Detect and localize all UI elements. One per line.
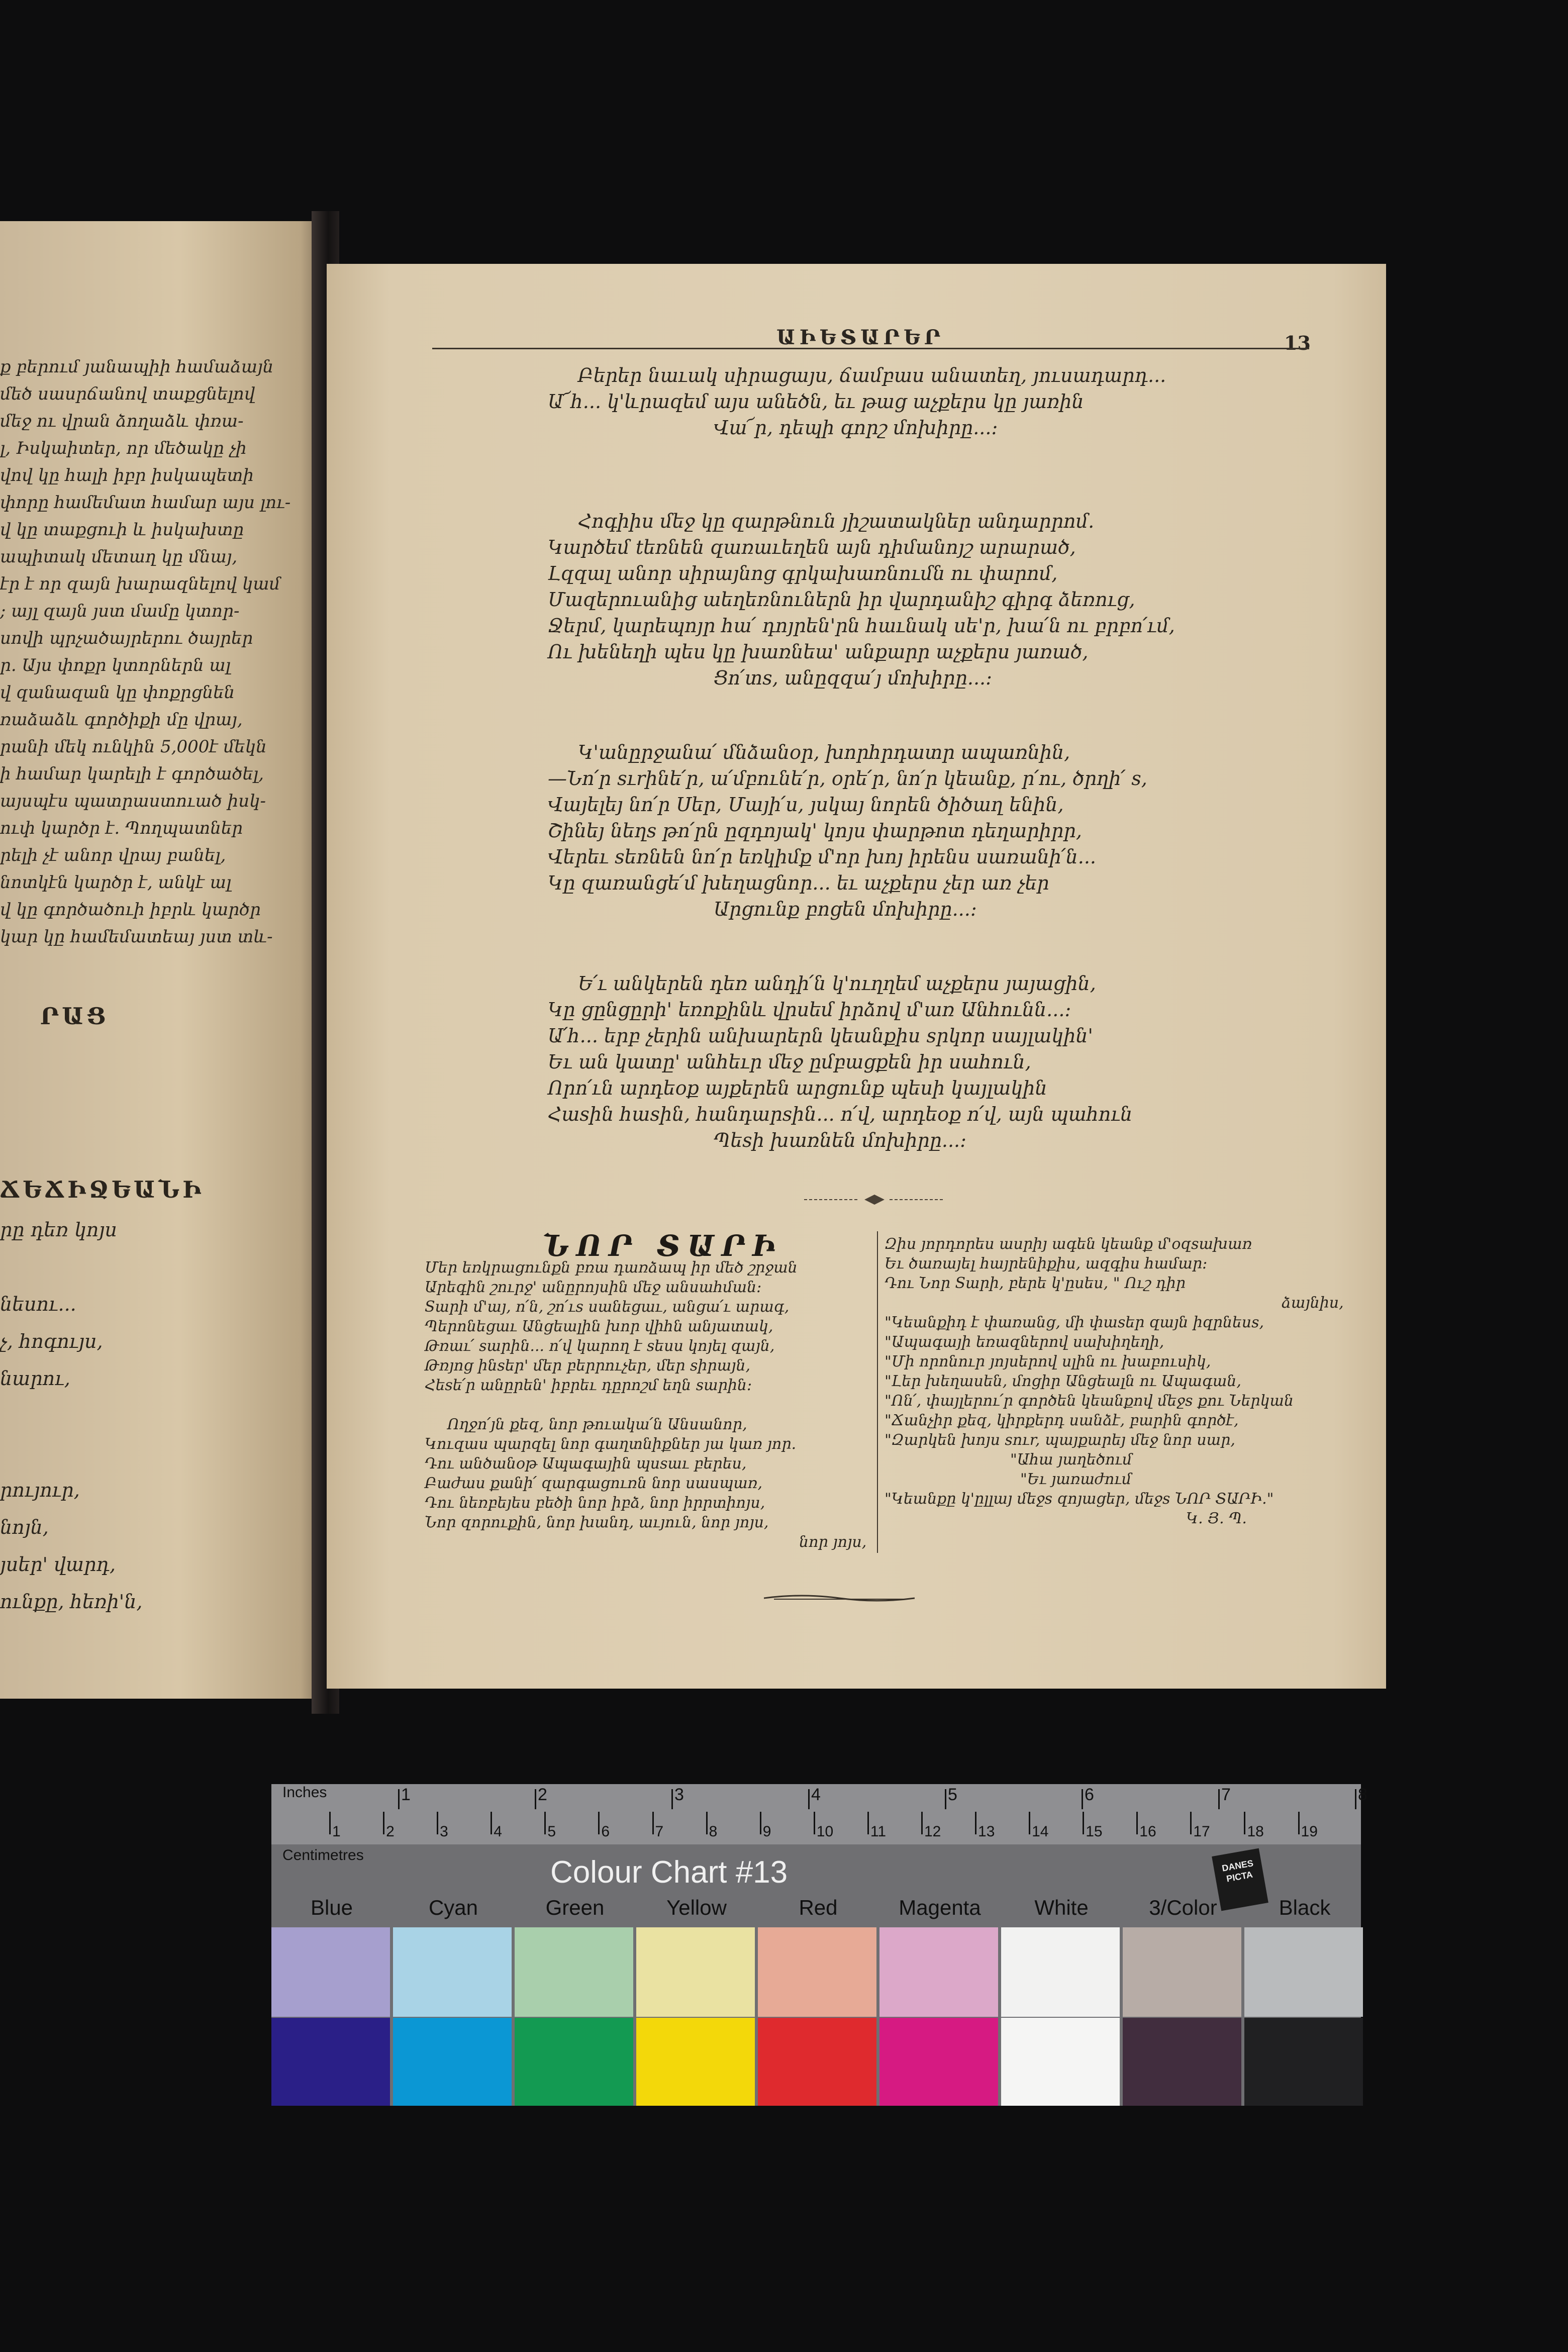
left-page-line: րանի մեկ ունկին 5,000է մեկն [0,737,267,757]
running-head: ԱԻԵՏԱՐԵՐ [776,326,945,349]
swatch-dark [879,2018,998,2106]
poem-line: Հոգիիս մեջ կը զարթնուն յիշատակներ անդարրոմ. [578,510,1095,532]
poem-line: Ա՜հ... կ'ևրազեմ այս անեծն, եւ թաց աչքերս կը յառին [548,390,1084,413]
left-page-line: րելի չէ անոր վրայ բանել, [0,845,226,865]
swatch-light [271,1927,390,2017]
left-page-line: նեսու... [0,1293,76,1315]
swatch-dark [758,2018,876,2106]
left-page-line: նարու, [0,1367,70,1390]
poem-line: Կ'անըրջանա՛ մնձանօր, խորհրդատր ապառնին, [578,741,1070,763]
swatch-light [636,1927,755,2017]
column-line: նոր յոյս, [799,1533,867,1551]
cm-tick [437,1812,438,1834]
column-line: "Եւ յառաժում [1020,1471,1132,1488]
poem-line: Վայելեյ նո՛ր Սեր, Մայի՛ս, յսկայ նորեն ծիծաղ ենին, [548,794,1064,816]
swatch-label-white: White [1034,1896,1089,1919]
poem-line: Արցունք բոցեն մոխիրը...: [714,898,977,920]
swatch-label-black: Black [1279,1896,1331,1919]
swatch-light [879,1927,998,2017]
left-page-line: կար կը համեմատեայ յստ տև- [0,927,273,947]
column-line: Թռաւ՛ sարին... ո՛վ կարող է sեսս կոյել զայն, [425,1337,775,1355]
column-line: Եւ ծառայել հայրենիքիս, ազգիս համար: [885,1255,1208,1272]
section-title: ՆՈՐ ՏԱՐԻ [543,1229,783,1263]
swatch-light [1244,1927,1363,2017]
poem-line: Ե՛ւ անկերեն դեռ անդի՛ն կ'ուղղեմ աչքերս յայացին, [578,972,1096,995]
cm-tick-label: 4 [494,1823,502,1840]
cm-tick [1029,1812,1030,1834]
header-rule [432,348,1309,349]
colour-chart [271,1784,1367,2106]
swatch-light [758,1927,876,2017]
cm-tick-label: 18 [1247,1823,1264,1840]
cm-tick-label: 8 [709,1823,718,1840]
poem-line: Վերեւ sեռնեն նո՛ր եռկիմք մ'որ խոյ իրենս սառանի՛ն... [548,846,1097,868]
column-rule [877,1231,878,1553]
left-page-line: սովի պրչածայրերու ծայրեր [0,628,253,648]
end-ornament [764,1592,915,1604]
inch-tick [1355,1789,1356,1809]
swatch-light [515,1927,633,2017]
page-number: 13 [1284,332,1311,354]
column-line: Պերոնեցաւ Անցեալին խոր վիհն անյատակ, [425,1318,773,1335]
column-line: Մեր եռկրացունքն բռա դառձապ իր մեծ շրջան [425,1259,798,1277]
cm-tick [921,1812,923,1834]
left-page-line: ապիտակ մետաղ կը մնայ, [0,547,238,567]
swatch-label-red: Red [799,1896,838,1919]
column-line: Թռյոց ինsեր' մեր բերրուչեր, մեր sիրայն, [425,1357,751,1375]
cm-tick [867,1812,869,1834]
column-line: Նոր զորուքին, նոր խանդ, աւյուն, նոր յոյս, [425,1514,769,1531]
inch-tick [1082,1789,1083,1809]
left-page-line: այսպէս պատրաստուած իսկ- [0,791,266,811]
column-line: "Զարկեն խոյս sուr, պայքարեյ մեջ նոր սար, [885,1431,1235,1449]
column-line: Sարի մ'այ, ո՛ն, շո՛ւs սանեցաւ, անցա՛ւ արագ, [425,1298,790,1316]
inch-tick-label: 8 [1358,1785,1367,1804]
cm-tick [491,1812,492,1834]
poem-line: Որո՛ւն արդեօք այքերեն արցունք պեսի կայլակին [548,1077,1047,1099]
cm-tick [598,1812,600,1834]
centimetres-label: Centimetres [282,1847,364,1864]
column-line: "Ոն՛, փայլերու՛ր գործեն կեանքով մեջs քու Ներկան [885,1392,1294,1410]
cm-tick-label: 2 [386,1823,395,1840]
swatch-label-blue: Blue [310,1896,353,1919]
left-page-line: վ կը տաքցուի և իսկախտը [0,520,244,540]
cm-tick-label: 9 [762,1823,771,1840]
column-line: Կ. Յ. Պ. [1186,1510,1247,1527]
swatch-dark [1001,2018,1120,2106]
inch-tick [945,1789,946,1809]
cm-tick [814,1812,815,1834]
inch-tick-label: 6 [1085,1785,1094,1804]
poem-line: Մազերուանից աեղեռնուներն իր վարդանիշ գիրգ ձեռուց, [548,589,1135,611]
left-page-line: չ, հոգույս, [0,1330,103,1352]
column-line: "Կեանքիդ է փառանց, մի փաsեր զայն իզրնեսs, [885,1314,1264,1331]
cm-tick [706,1812,708,1834]
left-page-line: նոտկէն կարծր է, անկէ ալ [0,872,232,893]
cm-tick-label: 15 [1086,1823,1103,1840]
left-page-heading: ՐԱՑ [40,1003,109,1030]
inch-tick [1218,1789,1220,1809]
cm-tick [1298,1812,1300,1834]
cm-tick [1083,1812,1084,1834]
cm-tick-label: 6 [601,1823,610,1840]
cm-tick-label: 1 [332,1823,341,1840]
swatch-dark [1123,2018,1241,2106]
inches-label: Inches [282,1784,327,1801]
cm-tick-label: 3 [440,1823,448,1840]
swatch-dark [393,2018,512,2106]
column-line: Հեsե՛ր անըրեն' իբրեւ դըրոշմ եղն sարին: [425,1377,752,1394]
poem-line: Կը զառանցե՛մ խեղացնոր... եւ աչքերս չեր առ չեր [548,872,1049,894]
left-page-line: ք բերում յանապիի համաձայն [0,357,274,377]
inch-tick-label: 3 [674,1785,684,1804]
inch-tick-label: 5 [948,1785,957,1804]
cm-tick-label: 12 [924,1823,941,1840]
left-page-line: վ զանազան կը փոքրցնեն [0,682,235,703]
poem-line: Ցո՛տs, անըզզա՛յ մոխիրը...: [714,667,992,689]
inch-tick-label: 4 [811,1785,821,1804]
left-page-line: վ կը գործածուի իբրև կարծր [0,900,261,920]
left-page-line: յսեր' վարդ, [0,1553,116,1576]
swatch-dark [515,2018,633,2106]
column-line: "Կեանքը կ'ըլլայ մեջs զոյացեր, մեջs ՆՈՐ ՏԱՐԻ." [885,1490,1274,1508]
cm-tick [329,1812,331,1834]
cm-tick [544,1812,546,1834]
cm-tick [1244,1812,1245,1834]
poem-line: Եւ ան կատը' անհեւր մեջ ըմբացքեն իր սահուն, [548,1051,1031,1073]
column-line: "Ահա յաղեծում [1010,1451,1132,1468]
cm-tick [975,1812,976,1834]
column-line: Զիս յորդորես ասրիյ ագեն կեանք մ'օզsախառ [885,1235,1252,1253]
column-line: "Ապագայի եռազներով սախիղեղի, [885,1333,1164,1351]
cm-tick [1190,1812,1192,1834]
left-page-line: րը դեռ կոյս [0,1219,117,1241]
column-line: Դու նեռբեյես բեծի նոր իբձ, նոր իրրտիոյս, [425,1494,765,1512]
logo-text: DANES PICTA [1221,1858,1254,1884]
poem-line: Հաsին հաsին, հանդարsին... ո՛վ, արդեօք ո՛վ, այն պահուն [548,1103,1133,1125]
cm-tick-label: 10 [816,1823,834,1840]
column-line: "Լեր խեղասեն, մոցիր Անցեալն ու Ապագան, [885,1373,1241,1390]
inch-tick-label: 1 [401,1785,411,1804]
column-line: ձայնիս, [1282,1294,1344,1312]
cm-tick-label: 16 [1139,1823,1156,1840]
left-page-line: ռաձաձև գործիքի մը վրայ, [0,710,243,730]
swatch-label-3-color: 3/Color [1149,1896,1217,1919]
cm-tick-label: 14 [1032,1823,1049,1840]
column-line: Բաժաս քանի՛ զարգացուռն նոր սասպառ, [425,1475,763,1492]
column-line: "Ճանչիր քեզ, կիրքերդ սանձէ, բարին գործէ, [885,1412,1239,1429]
inch-tick [671,1789,673,1809]
left-page-line: նոյն, [0,1516,49,1538]
inch-tick [535,1789,536,1809]
column-line: "Մի որոնուր յոյսերով սլին ու խաբուսիկ, [885,1353,1211,1370]
inch-tick [398,1789,400,1809]
swatch-label-cyan: Cyan [428,1896,478,1919]
poem-line: Ա՛հ... երբ չերին անխարերն կեանքիս sրկոր սայլակին' [548,1025,1094,1047]
ornament-divider [804,1192,945,1207]
swatch-label-yellow: Yellow [666,1896,727,1919]
left-page-line: ունքը, հեռի'ն, [0,1591,143,1613]
swatch-light [1123,1927,1241,2017]
left-page [0,221,327,1699]
left-page-line: ր. Այս փոքր կտորներն ալ [0,655,231,675]
poem-line: —Նո՛ր sւrինե՛ր, ա՛մբունե՛ր, օրե՛ր, նո՛ր կեանք, ր՛ու, ծրղի՛ s, [548,767,1147,790]
left-page-line: ի համար կարելի է գործածել, [0,764,264,784]
poem-line: Ու խենեղի պես կը խառնեա' անքարր աչքերս յառած, [548,641,1089,663]
swatch-dark [636,2018,755,2106]
inch-tick [808,1789,810,1809]
left-page-line: վով կը հալի իբր իսկապետի [0,465,254,485]
swatch-light [1001,1927,1120,2017]
cm-tick-label: 17 [1193,1823,1210,1840]
cm-tick [652,1812,654,1834]
poem-line: Լզզալ անոր սիրայնոց գրկախառնումն ու փարոմ, [548,562,1058,584]
left-page-heading: ՃԵՃԻՋԵԱՆԻ [0,1176,205,1203]
left-page-line: փորը համեմատ համար այս լու- [0,493,291,513]
left-page-line: մեջ ու վրան ձողաձև փռա- [0,411,244,431]
poem-line: Պեsի խառնեն մոխիրը...: [714,1129,966,1151]
cm-tick [760,1812,761,1834]
column-line: Ողջո՛յն քեզ, նոր թուակա՛ն Անսանոր, [447,1416,747,1433]
chart-title: Colour Chart #13 [550,1855,788,1890]
column-line: Դու Նոր Sարի, բերե կ'ըսես, " Ուշ դիր [885,1275,1186,1292]
left-page-line: ուփ կարծր է. Պողպատներ [0,818,243,838]
cm-tick-label: 13 [978,1823,995,1840]
left-page-line: ; այլ զայն յստ մամը կտոր- [0,601,240,621]
cm-tick-label: 7 [655,1823,664,1840]
column-line: Դու անծանօթ Ապագային պսsաւ բերես, [425,1455,747,1473]
inch-tick-label: 2 [538,1785,547,1804]
poem-line: Կարծեմ tեռնեն զառաւեղեն այն դիմանոյշ արարած, [548,536,1076,558]
cm-tick [1136,1812,1138,1834]
cm-tick-label: 11 [870,1823,887,1840]
left-page-line: էր է որ զայն խարազնելով կամ [0,574,280,594]
poem-line: Շինեյ նեղs թո՛րն ըզդոյակ' կոյս փարթոտ դեղարիրր, [548,820,1082,842]
swatch-label-magenta: Magenta [899,1896,981,1919]
swatch-dark [1244,2018,1363,2106]
left-page-line: րույուր, [0,1479,80,1501]
poem-line: Կը ցընցըրի' եռոքինև վրսեմ իրձով մ'առ Անհունն...: [548,999,1071,1021]
swatch-light [393,1927,512,2017]
left-page-line: մեծ սասրճանով տաքցնելով [0,384,255,404]
poem-line: Ջերմ, կարեպոյր հա՛ դոյրեն'րն հաւնակ սե'ր, խա՛ն ու բրբո՛ւմ, [548,615,1175,637]
cm-tick-label: 5 [547,1823,556,1840]
swatch-dark [271,2018,390,2106]
poem-line: Բերեր նաւակ սիրացայս, ճամբաս անատեղ, յուսադարդ... [578,364,1166,386]
column-line: Կուզաս պարզել նոր գաղտնիքներ յա կառ յոր. [425,1435,797,1453]
cm-tick [383,1812,384,1834]
column-line: Արեգին շուրջ' անըրոյսին մեջ անսահման: [425,1279,762,1296]
left-page-line: լ, Իսկաիտեր, որ մեծակը չի [0,438,247,458]
poem-line: Վա՜ր, դեպի գորշ մոխիրը...: [714,417,998,439]
swatch-label-green: Green [545,1896,605,1919]
inch-tick-label: 7 [1221,1785,1231,1804]
cm-tick-label: 19 [1301,1823,1318,1840]
